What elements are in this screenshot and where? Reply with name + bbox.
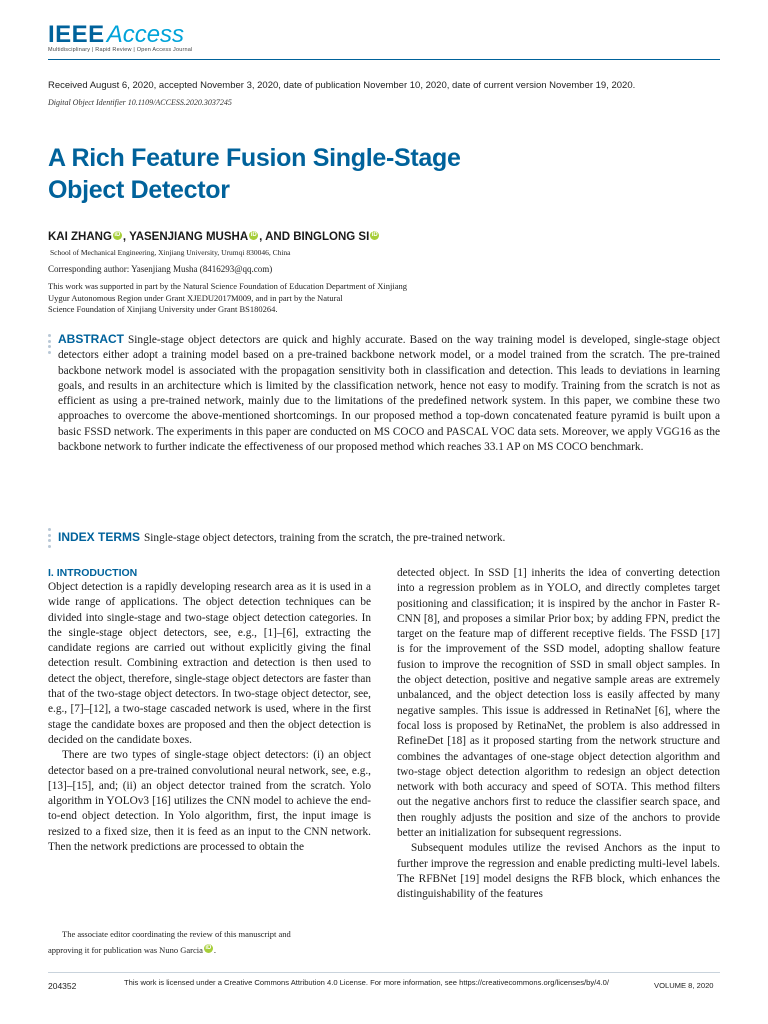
abstract-label: ABSTRACT [58,332,124,346]
editor-footnote: The associate editor coordinating the review of this manuscript and approving it for publication was Nuno Garcia iD . [48,926,371,958]
orcid-icon[interactable]: iD [250,232,257,238]
corresponding-author: Corresponding author: Yasenjiang Musha (8416293@qq.com) [48,264,273,274]
affiliation: School of Mechanical Engineering, Xinjiang University, Urumqi 830046, China [50,248,291,257]
license-note: This work is licensed under a Creative Commons Attribution 4.0 License. For more information, see https://creativecommons.org/licenses/by/4.0/ [124,978,609,987]
journal-logo [48,21,184,49]
index-terms-text: Single-stage object detectors, training from the scratch, the pre-trained network. [144,532,506,544]
paragraph: There are two types of single-stage object detectors: (i) an object detector based on a pre-trained convolutional neural network, see, e.g., [13]–[15], and; (ii) an object detector trained from the scratch. Yolo algorithm in YOLOv3 [16] utilizes the CNN model to achieve the end-to-end object detection. In Yolo algorithm, first, the input image is resized to a fixed size, then it is feed as an input to the CNN network. Then the network predictions are processed to obtain the [48,749,371,854]
logo-access: Access [106,21,185,48]
author-1: KAI ZHANG [48,231,112,243]
footer-divider [48,972,720,973]
paper-title [48,142,568,206]
paragraph: detected object. In SSD [1] inherits the idea of converting detection into a regression problem as in YOLO, and directly completes target positioning and classification; it is inspired by the anchor in Faster R-CNN [8], and proposes a similar Prior box; by adding FPN, predict the target on the feature map of different receptive fields. The FSSD [17] is for the improvement of the SSD model, adopting shallow feature fusion to improve the recognition of SSD in small object samples. In the object detection, positive and negative sample areas are extremely unbalanced, and the object detection loss is easily affected by many negative samples. This issue is addressed in RetinaNet [6], where the focal loss is proposed by RetinaNet, the problem is also addressed in RefineDet [18] as it proposed starting from the network structure and combines the advantages of one-stage object detection algorithm and two-stage object detection algorithm to redesign an object detection network with both accuracy and speed of SOTA. This method filters out the negative anchors first to reduce the classifier search space, and then roughly adjusts the position and size of the anchors to provide better an initialization for subsequent regressions. [397,567,720,840]
footnote-line: approving it for publication was Nuno Garcia [48,945,203,955]
abstract-marker-icon [48,334,52,356]
abstract [58,332,720,455]
abstract-text: Single-stage object detectors are quick and highly accurate. Based on the way training model is developed, single-stage object detectors either adopt a training model based on a pre-trained backbone network model, or a model trained from the scratch. The pre-trained backbone network model is associated with the propagation sensitivity both in classification and detection. This leads to deviations in learning goals, and results in an architecture which is limited by the classification network, hence not easy to modify. Training from the scratch is not as efficient as using a pre-trained network, mainly due to the limitations of the predefined network system. In this paper, we combine these two approaches to overcome the above-mentioned shortcomings. In our proposed method a top-down concatenated feature pyramid is built upon a basic FSSD network. The experiments in this paper are conducted on MS COCO and PASCAL VOC data sets. Moreover, we apply VGG16 as the backbone network to further indicate the effectiveness of our proposed method which reaches 33.1 AP on MS COCO benchmark. [58,334,720,454]
orcid-icon[interactable]: iD [114,232,121,238]
author-2: , YASENJIANG MUSHA [122,231,249,243]
right-column [397,566,720,903]
left-column [48,566,371,855]
received-dates: Received August 6, 2020, accepted November 3, 2020, date of publication November 10, 2020, date of current version November 19, 2020. [48,80,636,91]
logo-tagline: Multidisciplinary | Rapid Review | Open Access Journal [48,47,193,53]
title-line-1: A Rich Feature Fusion Single-Stage [48,144,461,172]
funding-line: Uygur Autonomous Region under Grant XJEDU2017M009, and in part by the Natural [48,292,343,303]
index-terms [58,530,720,544]
index-terms-label: INDEX TERMS [58,530,141,544]
paragraph: Subsequent modules utilize the revised Anchors as the input to further improve the regression and enable predicting multi-level labels. The RFBNet [19] model designs the RFB block, which enhances the distinguishability of the features [397,842,720,901]
author-list [48,231,380,243]
title-line-2: Object Detector [48,176,230,204]
funding-line: Science Foundation of Xinjiang University under Grant BS180264. [48,304,278,314]
section-heading: I. INTRODUCTION [48,567,138,579]
paragraph: Object detection is a rapidly developing research area as it is used in a wide range of applications. The object detection techniques can be divided into single-stage and two-stage object detection categories. In the single-stage object detectors, see, e.g., [1]–[6], extracting the candidate regions are carried out without explicitly giving the final detection result. Combining extraction and detection is then used to detect the object, therefore, single-stage object detectors are faster than that of the two-stage object detectors. In two-stage object detector, see, e.g., [7]–[12], a two-stage cascaded network is used, where in the first stage the candidate boxes are proposed and then the object detection is decided on the candidate boxes. [48,581,371,746]
logo-ieee: IEEE [48,21,105,48]
author-3: , AND BINGLONG SI [259,231,370,243]
doi: Digital Object Identifier 10.1109/ACCESS.2020.3037245 [48,98,232,107]
orcid-icon[interactable]: iD [205,945,212,951]
page-number: 204352 [48,981,77,991]
footnote-line: The associate editor coordinating the review of this manuscript and [62,929,291,939]
orcid-icon[interactable]: iD [371,232,378,238]
header-divider [48,59,720,60]
index-terms-marker-icon [48,528,52,550]
funding-line: This work was supported in part by the Natural Science Foundation of Education Department of Xinjiang [48,281,408,291]
volume-label: VOLUME 8, 2020 [654,981,714,990]
funding-note [48,281,428,316]
